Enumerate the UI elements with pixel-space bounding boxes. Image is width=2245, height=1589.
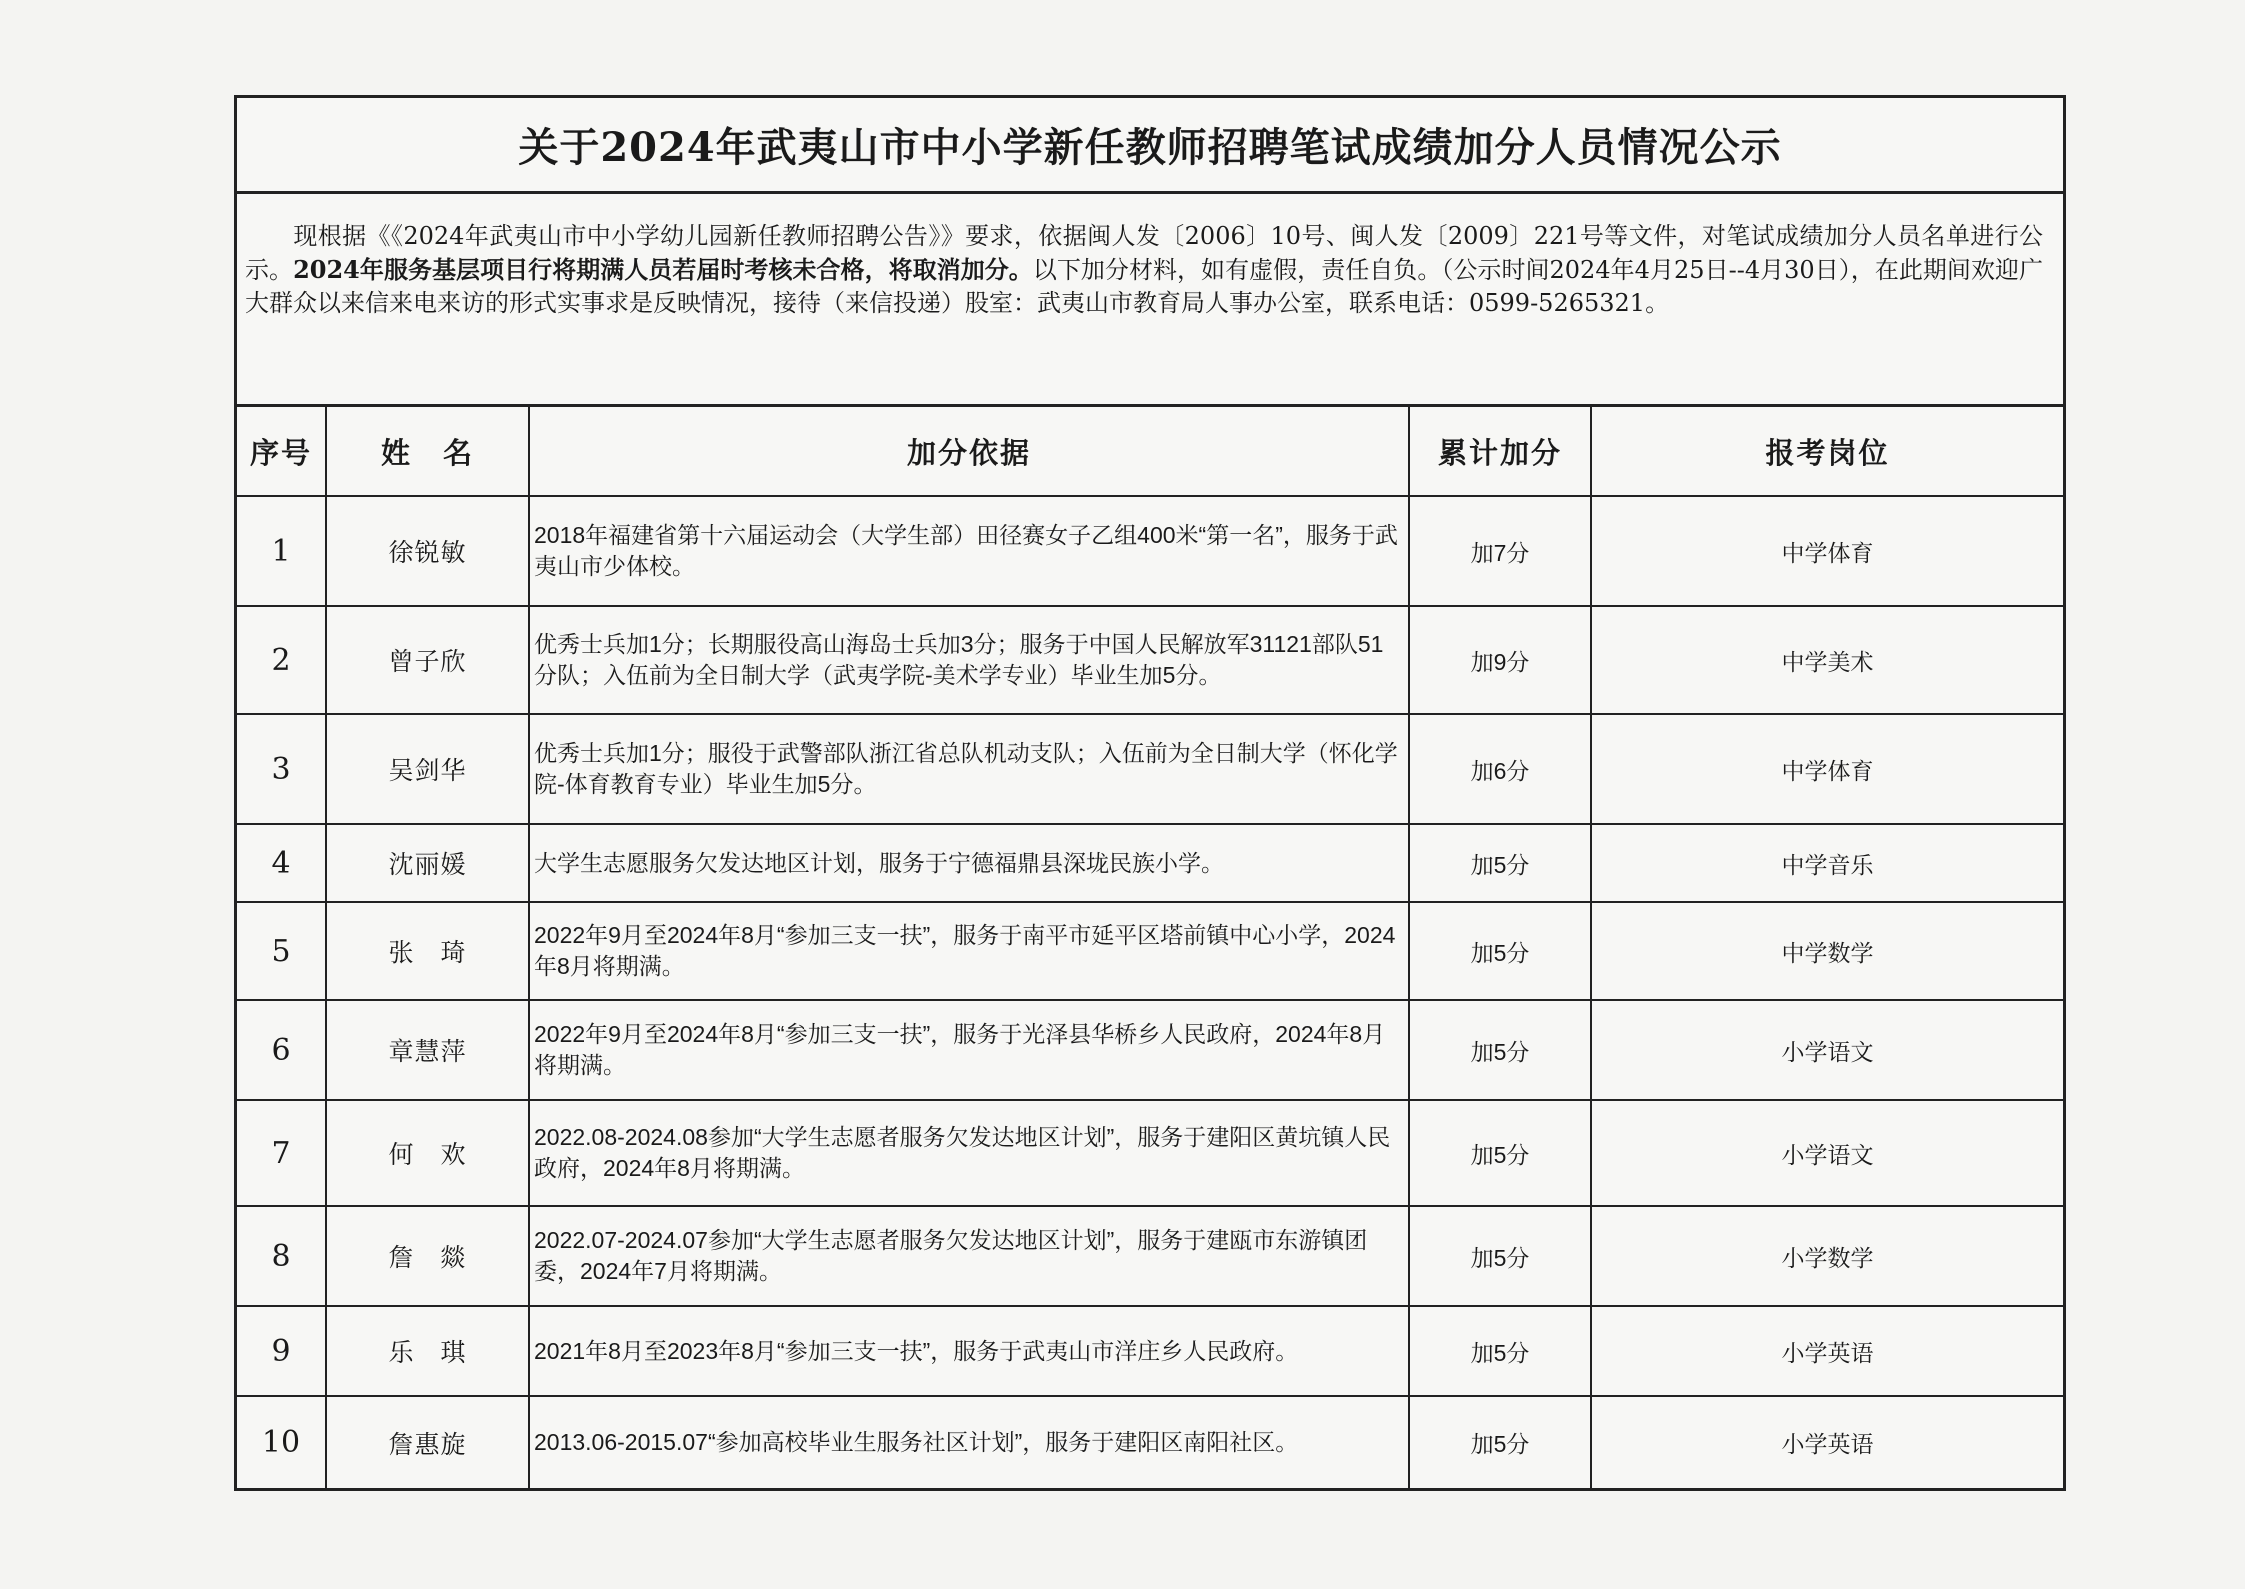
- cell-post: 中学数学: [1591, 902, 2063, 1000]
- header-seq: 序号: [237, 407, 326, 496]
- cell-post: 中学音乐: [1591, 824, 2063, 902]
- cell-points: 加5分: [1409, 824, 1591, 902]
- table-row: [237, 1306, 2063, 1396]
- cell-points: 加9分: [1409, 606, 1591, 714]
- table-row: [237, 1100, 2063, 1206]
- cell-basis: 2021年8月至2023年8月“参加三支一扶”，服务于武夷山市洋庄乡人民政府。: [529, 1306, 1409, 1396]
- cell-basis: 2022年9月至2024年8月“参加三支一扶”，服务于光泽县华桥乡人民政府，2024年8月将期满。: [529, 1000, 1409, 1100]
- cell-basis: 2022年9月至2024年8月“参加三支一扶”，服务于南平市延平区塔前镇中心小学，2024年8月将期满。: [529, 902, 1409, 1000]
- cell-name: 张 琦: [326, 902, 529, 1000]
- intro-bold-notice: 2024年服务基层项目行将期满人员若届时考核未合格，将取消加分。: [293, 255, 1033, 284]
- cell-points: 加5分: [1409, 902, 1591, 1000]
- cell-basis: 2022.07-2024.07参加“大学生志愿者服务欠发达地区计划”，服务于建瓯市东游镇团委，2024年7月将期满。: [529, 1206, 1409, 1306]
- cell-name: 徐锐敏: [326, 496, 529, 606]
- cell-name: 詹 燚: [326, 1206, 529, 1306]
- cell-name: 何 欢: [326, 1100, 529, 1206]
- cell-points: 加5分: [1409, 1396, 1591, 1488]
- cell-points: 加5分: [1409, 1000, 1591, 1100]
- cell-post: 中学体育: [1591, 496, 2063, 606]
- cell-post: 中学美术: [1591, 606, 2063, 714]
- cell-points: 加7分: [1409, 496, 1591, 606]
- cell-basis: 2018年福建省第十六届运动会（大学生部）田径赛女子乙组400米“第一名”，服务于武夷山市少体校。: [529, 496, 1409, 606]
- table-row: [237, 1396, 2063, 1488]
- cell-post: 中学体育: [1591, 714, 2063, 824]
- header-basis: 加分依据: [529, 407, 1409, 496]
- bonus-points-table: [237, 407, 2063, 1488]
- cell-name: 章慧萍: [326, 1000, 529, 1100]
- cell-points: 加5分: [1409, 1206, 1591, 1306]
- cell-name: 沈丽媛: [326, 824, 529, 902]
- cell-seq: 1: [237, 496, 326, 606]
- cell-seq: 2: [237, 606, 326, 714]
- cell-points: 加6分: [1409, 714, 1591, 824]
- cell-post: 小学英语: [1591, 1306, 2063, 1396]
- table-row: [237, 606, 2063, 714]
- cell-name: 吴剑华: [326, 714, 529, 824]
- cell-seq: 3: [237, 714, 326, 824]
- cell-basis: 优秀士兵加1分；服役于武警部队浙江省总队机动支队；入伍前为全日制大学（怀化学院-体育教育专业）毕业生加5分。: [529, 714, 1409, 824]
- cell-seq: 6: [237, 1000, 326, 1100]
- notice-document: [234, 95, 2066, 1491]
- cell-basis: 2013.06-2015.07“参加高校毕业生服务社区计划”，服务于建阳区南阳社区。: [529, 1396, 1409, 1488]
- cell-post: 小学数学: [1591, 1206, 2063, 1306]
- table-row: [237, 714, 2063, 824]
- cell-points: 加5分: [1409, 1306, 1591, 1396]
- table-row: [237, 902, 2063, 1000]
- intro-part1: 现根据《《2024年武夷山市中小学幼儿园新任教师招聘公告》》要求，依据闽人发〔2006〕10号、闽人发〔2009〕221号等文件，对笔试成绩加分人员名单进行公示。: [245, 222, 2043, 284]
- cell-seq: 5: [237, 902, 326, 1000]
- cell-name: 曾子欣: [326, 606, 529, 714]
- header-points: 累计加分: [1409, 407, 1591, 496]
- cell-seq: 10: [237, 1396, 326, 1488]
- intro-paragraph: [237, 194, 2063, 407]
- cell-basis: 2022.08-2024.08参加“大学生志愿者服务欠发达地区计划”，服务于建阳区黄坑镇人民政府，2024年8月将期满。: [529, 1100, 1409, 1206]
- cell-points: 加5分: [1409, 1100, 1591, 1206]
- cell-seq: 9: [237, 1306, 326, 1396]
- header-post: 报考岗位: [1591, 407, 2063, 496]
- cell-name: 乐 琪: [326, 1306, 529, 1396]
- document-title: 关于2024年武夷山市中小学新任教师招聘笔试成绩加分人员情况公示: [237, 98, 2063, 194]
- cell-post: 小学英语: [1591, 1396, 2063, 1488]
- cell-post: 小学语文: [1591, 1100, 2063, 1206]
- cell-seq: 8: [237, 1206, 326, 1306]
- cell-post: 小学语文: [1591, 1000, 2063, 1100]
- table-header-row: [237, 407, 2063, 496]
- table-row: [237, 824, 2063, 902]
- table-row: [237, 1206, 2063, 1306]
- cell-seq: 4: [237, 824, 326, 902]
- header-name: 姓 名: [326, 407, 529, 496]
- cell-seq: 7: [237, 1100, 326, 1206]
- intro-part3: 以下加分材料，如有虚假，责任自负。（公示时间2024年4月25日--4月30日），在此期间欢迎广大群众以来信来电来访的形式实事求是反映情况，接待（来信投递）股室：武夷山市教育局人事办公室，联系电话：0599-5265321。: [245, 256, 2044, 317]
- cell-basis: 优秀士兵加1分；长期服役高山海岛士兵加3分；服务于中国人民解放军31121部队51分队；入伍前为全日制大学（武夷学院-美术学专业）毕业生加5分。: [529, 606, 1409, 714]
- cell-basis: 大学生志愿服务欠发达地区计划，服务于宁德福鼎县深垅民族小学。: [529, 824, 1409, 902]
- table-row: [237, 496, 2063, 606]
- table-row: [237, 1000, 2063, 1100]
- cell-name: 詹惠旋: [326, 1396, 529, 1488]
